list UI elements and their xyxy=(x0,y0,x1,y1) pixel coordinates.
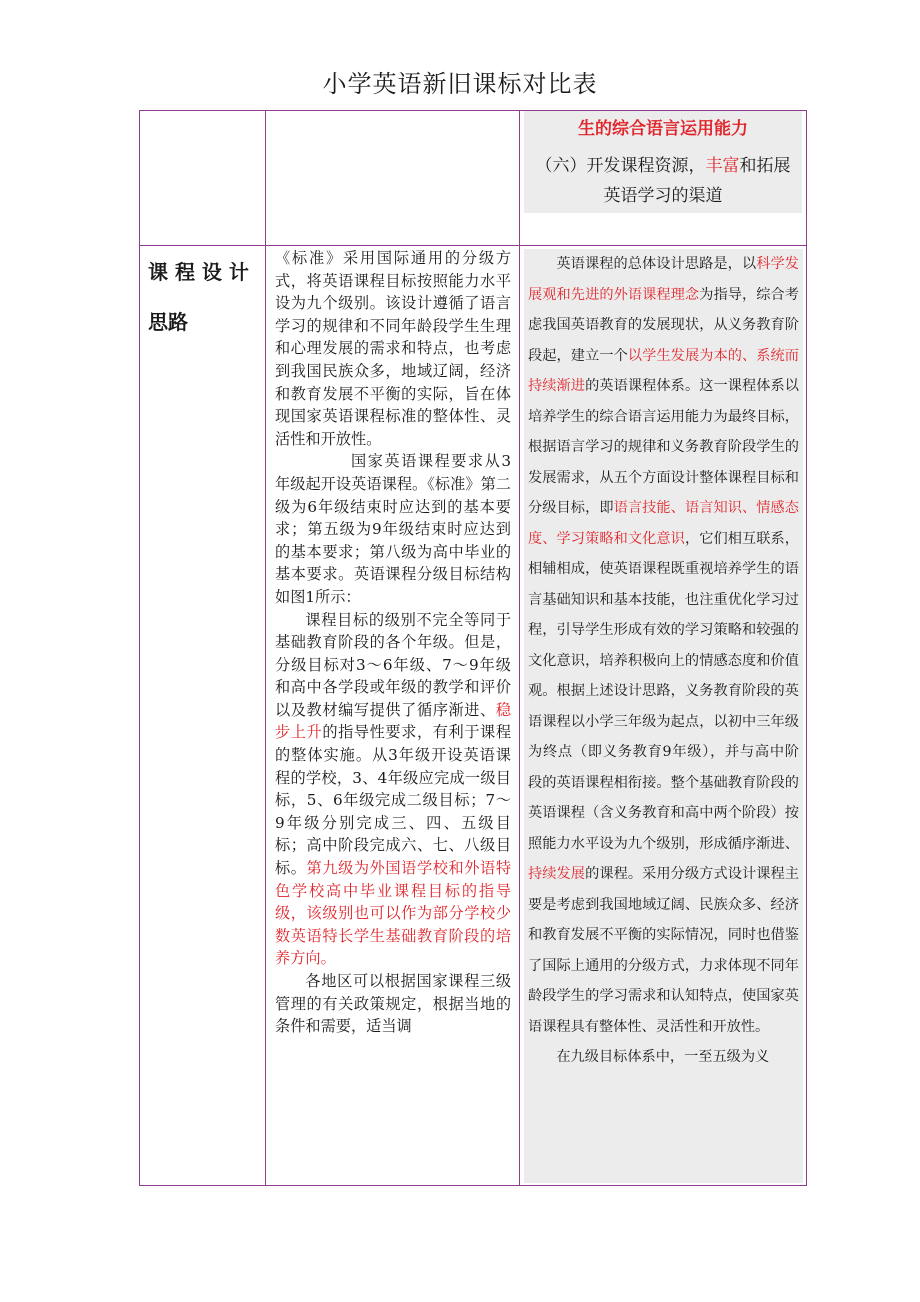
old-p3-red-1: 稳步上升 xyxy=(275,700,511,742)
row1-line2-text-a: （六）开发课程资源， xyxy=(535,156,706,176)
old-standard-paragraph-1: 《标准》采用国际通用的分级方式，将英语课程目标按照能力水平设为九个级别。该设计遵循了语言学习的规律和不同年龄段学生生理和心理发展的需求和特点，也考虑到我国民族众多，地域辽阔，经济和教育发展不平衡的实际，旨在体现国家英语课程标准的整体性、灵活性和开放性。 xyxy=(275,249,511,448)
row1-new-standard-shade xyxy=(524,111,802,213)
new-p1-red-3: 语言技能、语言知识、情感态度、学习策略和文化意识 xyxy=(528,500,799,547)
new-p1-red-2: 以学生发展为本的、系统而持续渐进 xyxy=(528,347,799,394)
column-divider-1 xyxy=(265,111,266,1185)
row1-line2-text-b: 和拓展 xyxy=(739,156,791,176)
row1-label-cell xyxy=(140,111,265,245)
row-divider xyxy=(140,245,806,246)
document-title: 小学英语新旧课标对比表 xyxy=(322,70,598,98)
old-p3-text-b: 的指导性要求，有利于课程的整体实施。从3年级开设英语课程的学校，3、4年级应完成一级目标，5、6年级完成二级目标；7～9年级分别完成三、四、五级目标；高中阶段完成六、七、八级目标。 xyxy=(275,723,511,878)
new-standard-text-cell xyxy=(524,249,803,1183)
comparison-table xyxy=(139,110,807,1186)
column-divider-2 xyxy=(519,111,520,1185)
new-p1-text-b: 为指导，综合考虑我国英语教育的发展现状，从义务教育阶段起，建立一个 xyxy=(528,286,799,364)
row1-line2 xyxy=(524,151,802,181)
old-p3-text-a: 课程目标的级别不完全等同于基础教育阶段的各个年级。但是，分级目标对3～6年级、7～9年级和高中各学段或年级的教学和评价以及教材编写提供了循序渐进、 xyxy=(275,610,511,719)
row1-line3: 英语学习的渠道 xyxy=(603,186,723,206)
old-standard-paragraph-4: 各地区可以根据国家课程三级管理的有关政策规定，根据当地的条件和需要，适当调 xyxy=(275,972,511,1036)
new-p1-text-d: ，它们相互联系，相辅相成，使英语课程既重视培养学生的语言基础知识和基本技能，也注重优化学习过程，引导学生形成有效的学习策略和较强的文化意识，培养积极向上的情感态度和价值观。根据上述设计思路，义务教育阶段的英语课程以小学三年级为起点，以初中三年级为终点（即义务教育9年级），并与高中阶段的英语课程相衔接。整个基础教育阶段的英语课程（含义务教育和高中两个阶段）按照能力水平设为九个级别，形成循序渐进、 xyxy=(528,530,799,852)
new-p1-red-1: 科学发展观和先进的外语课程理念 xyxy=(528,256,799,303)
new-p1-text-c: 的英语课程体系。这一课程体系以培养学生的综合语言运用能力为最终目标，根据语言学习的规律和义务教育阶段学生的发展需求，从五个方面设计整体课程目标和分级目标，即 xyxy=(528,378,799,516)
old-p3-red-2: 第九级为外国语学校和外语特色学校高中毕业课程目标的指导级，该级别也可以作为部分学校少数英语特长学生基础教育阶段的培养方向。 xyxy=(275,859,511,968)
new-p1-red-4: 持续发展 xyxy=(528,866,586,882)
old-standard-paragraph-2: 国家英语课程要求从3年级起开设英语课程。《标准》第二级为6年级结束时应达到的基本要求；第五级为9年级结束时应达到的基本要求；第八级为高中毕业的基本要求。英语课程分级目标结构如图1所示： xyxy=(275,452,511,606)
old-standard-paragraph-3 xyxy=(275,609,511,971)
course-design-label-line2: 思路 xyxy=(148,310,188,334)
course-design-label xyxy=(148,247,260,347)
row1-new-standard-cell xyxy=(524,111,802,215)
new-standard-paragraph-1 xyxy=(528,249,799,1042)
old-standard-text-cell xyxy=(275,247,511,1185)
new-p1-text-a: 英语课程的总体设计思路是，以 xyxy=(556,256,757,272)
new-standard-paragraph-2: 在九级目标体系中，一至五级为义 xyxy=(556,1049,770,1065)
row1-line1: 生的综合语言运用能力 xyxy=(578,119,748,139)
row1-old-standard-cell xyxy=(266,111,519,245)
course-design-label-line1: 课 程 设 计 xyxy=(148,260,249,284)
row1-line2-red: 丰富 xyxy=(705,156,740,176)
new-p1-text-e: 的课程。采用分级方式设计课程主要是考虑到我国地域辽阔、民族众多、经济和教育发展不平衡的实际情况，同时也借鉴了国际上通用的分级方式，力求体现不同年龄段学生的学习需求和认知特点，使国家英语课程具有整体性、灵活性和开放性。 xyxy=(528,866,799,1035)
